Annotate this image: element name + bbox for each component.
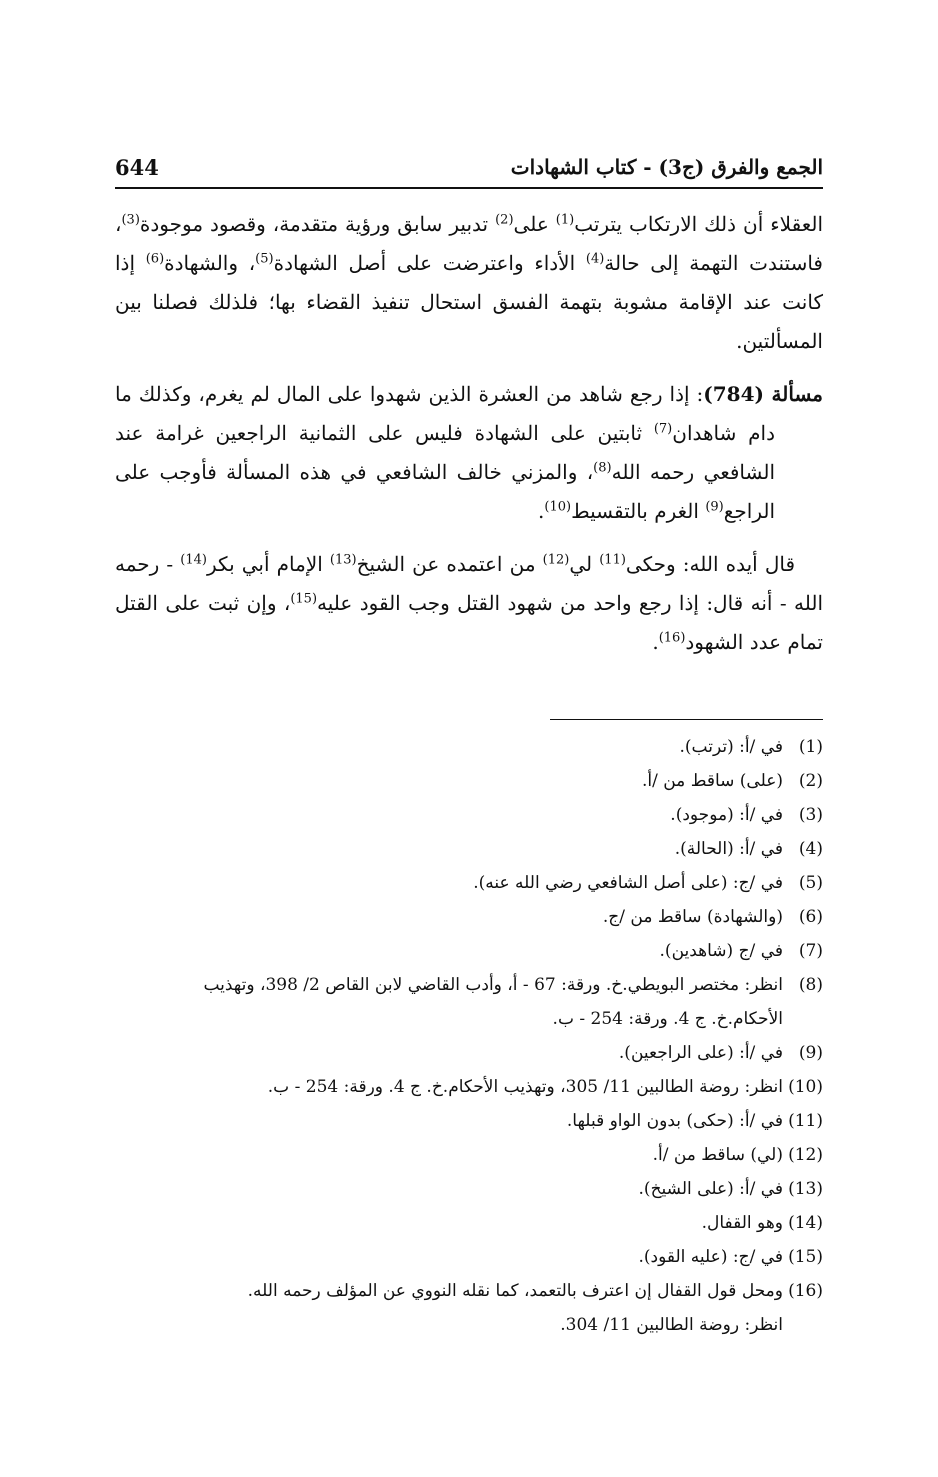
text-run: ، وإن ثبت على القتل تمام عدد الشهود — [115, 591, 823, 654]
footnote-text: في /أ: (على الراجعين). — [618, 1043, 783, 1063]
footnote-item — [115, 900, 823, 934]
footnote-number: (10) — [788, 1077, 823, 1097]
text-run: على — [513, 212, 556, 236]
footnote-text: في /أ: (ترتب). — [679, 737, 783, 757]
footnote-ref: (6) — [145, 251, 165, 267]
footnote-item — [115, 1036, 823, 1070]
text-run: ، فاستندت التهمة إلى حالة — [115, 212, 823, 275]
footnote-number: (5) — [798, 873, 823, 893]
text-run: تدبير سابق ورؤية متقدمة، وقصود موجودة — [139, 212, 496, 236]
footnote-number: (13) — [788, 1179, 823, 1199]
text-run: . — [652, 630, 659, 654]
text-run: الغرم بالتقسيط — [571, 499, 706, 523]
footnote-text: في /أ: (موجود). — [670, 805, 783, 825]
footnote-item — [115, 968, 823, 1036]
text-run: لي — [569, 552, 600, 576]
footnote-number: (6) — [798, 907, 823, 927]
footnote-number: (3) — [798, 805, 823, 825]
footnote-row — [115, 832, 823, 866]
footnote-row — [115, 1206, 823, 1240]
footnote-number: (12) — [788, 1145, 823, 1165]
footnote-ref: (8) — [593, 460, 612, 476]
text-run: ثابتين على الشهادة فليس على الثمانية الراجعين غرامة عند الشافعي رحمه الله — [115, 421, 776, 484]
footnote-continuation: انظر: روضة الطالبين 11/ 304. — [560, 1315, 783, 1335]
footnote-text: في /أ: (حكى) بدون الواو قبلها. — [566, 1111, 783, 1131]
main-text — [115, 205, 823, 662]
footnote-ref: (14) — [180, 552, 207, 568]
footnote-row — [115, 968, 823, 1002]
footnote-number: (2) — [798, 771, 823, 791]
footnote-ref: (1) — [555, 212, 575, 228]
footnote-ref: (2) — [495, 212, 514, 228]
footnote-number: (11) — [788, 1111, 823, 1131]
paragraph-3 — [115, 545, 823, 662]
footnote-item — [115, 1172, 823, 1206]
footnote-text: في /أ: (الحالة). — [674, 839, 783, 859]
text-run: . — [538, 499, 545, 523]
footnote-number: (8) — [798, 975, 823, 995]
footnote-ref: (7) — [653, 421, 673, 437]
footnote-row — [115, 730, 823, 764]
footnote-ref: (13) — [329, 552, 357, 568]
footnote-number: (7) — [798, 941, 823, 961]
footnote-ref: (12) — [542, 552, 570, 568]
footnote-item — [115, 832, 823, 866]
footnote-text: في /أ: (على الشيخ). — [638, 1179, 783, 1199]
footnote-row — [115, 1274, 823, 1308]
text-run: ، والمزني خالف الشافعي في هذه المسألة فأوجب على الراجع — [115, 460, 775, 523]
footnote-row — [115, 1138, 823, 1172]
footnote-item — [115, 798, 823, 832]
footnote-item — [115, 1206, 823, 1240]
text-run: قال أيده الله: وحكى — [625, 552, 795, 576]
footnote-ref: (5) — [255, 251, 274, 267]
text-run: العقلاء أن ذلك الارتكاب يترتب — [574, 212, 823, 236]
footnote-text: في /ج: (على أصل الشافعي رضي الله عنه). — [473, 873, 783, 893]
footnote-ref: (4) — [585, 251, 605, 267]
text-run: الأداء واعترضت على أصل الشهادة — [273, 251, 586, 275]
running-title: الجمع والفرق (ج3) - كتاب الشهادات — [510, 155, 823, 179]
footnote-item — [115, 730, 823, 764]
footnote-row — [115, 764, 823, 798]
text-run: إذا كانت عند الإقامة مشوبة بتهمة الفسق استحال تنفيذ القضاء بها؛ فلذلك فصلنا بين المسألتين. — [115, 251, 823, 353]
footnote-item — [115, 866, 823, 900]
footnotes-list — [115, 730, 823, 1342]
footnote-ref: (16) — [658, 630, 686, 646]
footnote-row — [115, 900, 823, 934]
footnote-item — [115, 1070, 823, 1104]
footnote-text: وهو القفال. — [701, 1213, 783, 1233]
footnote-item — [115, 764, 823, 798]
footnote-item — [115, 1274, 823, 1342]
footnote-row — [115, 1240, 823, 1274]
footnote-divider — [550, 719, 823, 720]
text-run: : إذا رجع شاهد من العشرة الذين شهدوا على المال لم يغرم، وكذلك ما دام شاهدان — [115, 382, 775, 445]
footnote-item — [115, 1104, 823, 1138]
footnote-text: (على) ساقط من /أ. — [641, 771, 783, 791]
footnote-ref: (15) — [290, 591, 318, 607]
footnote-text: (والشهادة) ساقط من /ج. — [602, 907, 783, 927]
footnote-item — [115, 1240, 823, 1274]
footnote-row — [115, 1036, 823, 1070]
footnote-text: انظر: مختصر البويطي.خ. ورقة: 67 - أ، وأدب القاضي لابن القاص 2/ 398، وتهذيب — [203, 975, 783, 995]
paragraph-issue-784 — [115, 375, 823, 531]
footnote-row — [115, 1070, 823, 1104]
footnote-text: انظر: روضة الطالبين 11/ 305، وتهذيب الأحكام.خ. ج 4. ورقة: 254 - ب. — [267, 1077, 783, 1097]
text-run: من اعتمده عن الشيخ — [356, 552, 543, 576]
footnote-continuation: الأحكام.خ. ج 4. ورقة: 254 - ب. — [552, 1009, 783, 1029]
footnote-ref: (3) — [121, 212, 140, 228]
text-run: الإمام أبي بكر — [206, 552, 330, 576]
footnote-text: ومحل قول القفال إن اعترف بالتعمد، كما نقله النووي عن المؤلف رحمه الله. — [247, 1281, 783, 1301]
footnote-number: (4) — [798, 839, 823, 859]
footnote-text: في /ج: (عليه القود). — [638, 1247, 783, 1267]
page-number: 644 — [115, 155, 159, 180]
text-run: - رحمه الله - أنه قال: إذا رجع واحد من شهود القتل وجب القود عليه — [115, 552, 823, 615]
footnote-row — [115, 934, 823, 968]
page-header — [115, 155, 823, 189]
footnote-number: (16) — [788, 1281, 823, 1301]
footnote-number: (15) — [788, 1247, 823, 1267]
footnote-text: (لي) ساقط من /أ. — [652, 1145, 783, 1165]
footnote-number: (1) — [798, 737, 823, 757]
footnote-text: في /ج (شاهدين). — [659, 941, 783, 961]
footnote-number: (14) — [788, 1213, 823, 1233]
footnote-row — [115, 866, 823, 900]
text-run: ، والشهادة — [164, 251, 256, 275]
footnote-row — [115, 1172, 823, 1206]
footnote-ref: (9) — [705, 499, 724, 515]
paragraph-1 — [115, 205, 823, 361]
footnote-item — [115, 1138, 823, 1172]
footnote-item — [115, 934, 823, 968]
issue-label: مسألة (784) — [703, 382, 823, 406]
footnote-ref: (11) — [599, 552, 626, 568]
footnote-ref: (10) — [544, 499, 572, 515]
footnote-number: (9) — [798, 1043, 823, 1063]
footnote-row — [115, 1104, 823, 1138]
footnote-row — [115, 798, 823, 832]
